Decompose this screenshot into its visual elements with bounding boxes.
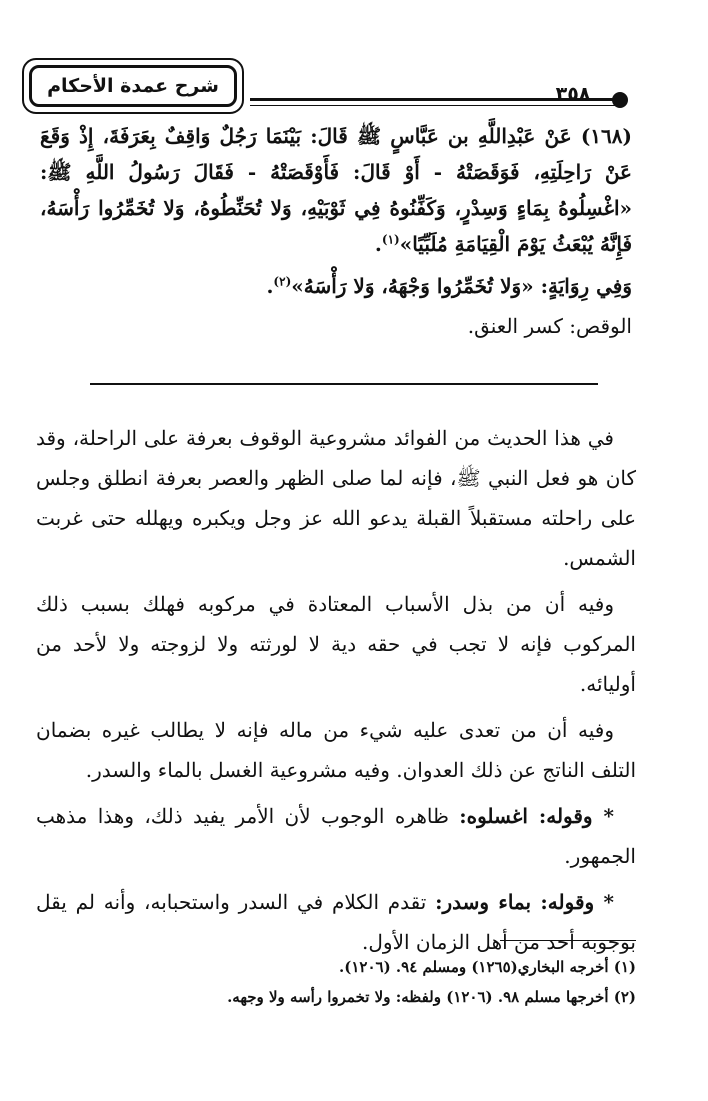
commentary-lead-4: * وقوله: اغسلوه:	[459, 804, 614, 828]
footnote-2: (٢) أخرجها مسلم ٩٨. (١٢٠٦) ولفظه: ولا تخمروا رأسه ولا وجهه.	[227, 988, 636, 1006]
footnotes	[40, 952, 636, 1012]
footnote-ref-2: (٢)	[273, 274, 292, 289]
waqs-definition: الوقص: كسر العنق.	[467, 314, 632, 338]
commentary-paragraph-4	[36, 796, 636, 876]
hadith-riwaya: وَفِي رِوَايَةٍ: «وَلا تُخَمِّرُوا وَجْهَهُ، وَلا رَأْسَهُ»$^{(٢)}$.	[266, 274, 632, 298]
hadith-text: (١٦٨) عَنْ عَبْدِاللَّهِ بن عَبَّاسٍ ﷺ قَالَ: بَيْنَمَا رَجُلٌ وَاقِفٌ بِعَرَفَةَ، إِذْ وَقَعَ عَنْ رَاحِلَتِهِ، فَوَقَصَتْهُ - أَوْ قَالَ: فَأَوْقَصَتْهُ - فَقَالَ رَسُولُ اللَّهِ ﷺ: «اغْسِلُوهُ بِمَاءٍ وَسِدْرٍ، وَكَفِّنُوهُ فِي ثَوْبَيْهِ، وَلا تُحَنِّطُوهُ، وَلا تُخَمِّرُوا رَأْسَهُ، فَإِنَّهُ يُبْعَثُ يَوْمَ الْقِيَامَةِ مُلَبِّيًا»$^{(١)}$.	[40, 124, 633, 256]
page-number: ٣٥٨	[555, 83, 591, 105]
book-title: شرح عمدة الأحكام	[29, 65, 237, 107]
footnote-ref-1: (١)	[381, 232, 400, 247]
footnote-rule	[500, 940, 636, 941]
hadith-main: (١٦٨) عَنْ عَبْدِاللَّهِ بن عَبَّاسٍ ﷺ قَالَ: بَيْنَمَا رَجُلٌ وَاقِفٌ بِعَرَفَةَ، إِذْ وَقَعَ عَنْ رَاحِلَتِهِ، فَوَقَصَتْهُ - أَوْ قَالَ: فَأَوْقَصَتْهُ - فَقَالَ رَسُولُ اللَّهِ ﷺ: «اغْسِلُوهُ بِمَاءٍ وَسِدْرٍ، وَكَفِّنُوهُ فِي ثَوْبَيْهِ، وَلا تُحَنِّطُوهُ، وَلا تُخَمِّرُوا رَأْسَهُ، فَإِنَّهُ يُبْعَثُ يَوْمَ الْقِيَامَةِ مُلَبِّيًا»	[40, 124, 633, 256]
hadith-block	[40, 118, 632, 344]
commentary-block	[36, 418, 636, 968]
riwaya-text: وَفِي رِوَايَةٍ: «وَلا تُخَمِّرُوا وَجْهَهُ، وَلا رَأْسَهُ»	[291, 274, 632, 298]
commentary-paragraph-3: وفيه أن من تعدى عليه شيء من ماله فإنه لا يطالب غيره بضمان التلف الناتج عن ذلك العدوان. وفيه مشروعية الغسل بالماء والسدر.	[36, 718, 636, 782]
section-divider	[90, 383, 598, 385]
commentary-text-4: ظاهره الوجوب لأن الأمر يفيد ذلك، وهذا مذهب الجمهور.	[36, 804, 636, 868]
commentary-paragraph-1: في هذا الحديث من الفوائد مشروعية الوقوف بعرفة على الراحلة، وقد كان هو فعل النبي ﷺ، فإنه لما صلى الظهر والعصر بعرفة انطلق وجلس على راحلته مستقبلاً القبلة يدعو الله عز وجل ويكبره ويهلله حتى غربت الشمس.	[36, 426, 636, 570]
page-number-dot-icon	[612, 92, 628, 108]
commentary-paragraph-2: وفيه أن من بذل الأسباب المعتادة في مركوبه فهلك بسبب ذلك المركوب فإنه لا تجب في حقه دية لا لورثته ولا لزوجته ولا لأحد من أوليائه.	[36, 592, 636, 696]
commentary-paragraph-5	[36, 882, 636, 962]
commentary-lead-5: * وقوله: بماء وسدر:	[435, 890, 614, 914]
footnote-1: (١) أخرجه البخاري(١٢٦٥) ومسلم ٩٤. (١٢٠٦).	[339, 958, 636, 976]
commentary-text-5: تقدم الكلام في السدر واستحبابه، وأنه لم يقل بوجوبه أحد من أهل الزمان الأول.	[36, 890, 636, 954]
header-title-box	[22, 58, 244, 114]
